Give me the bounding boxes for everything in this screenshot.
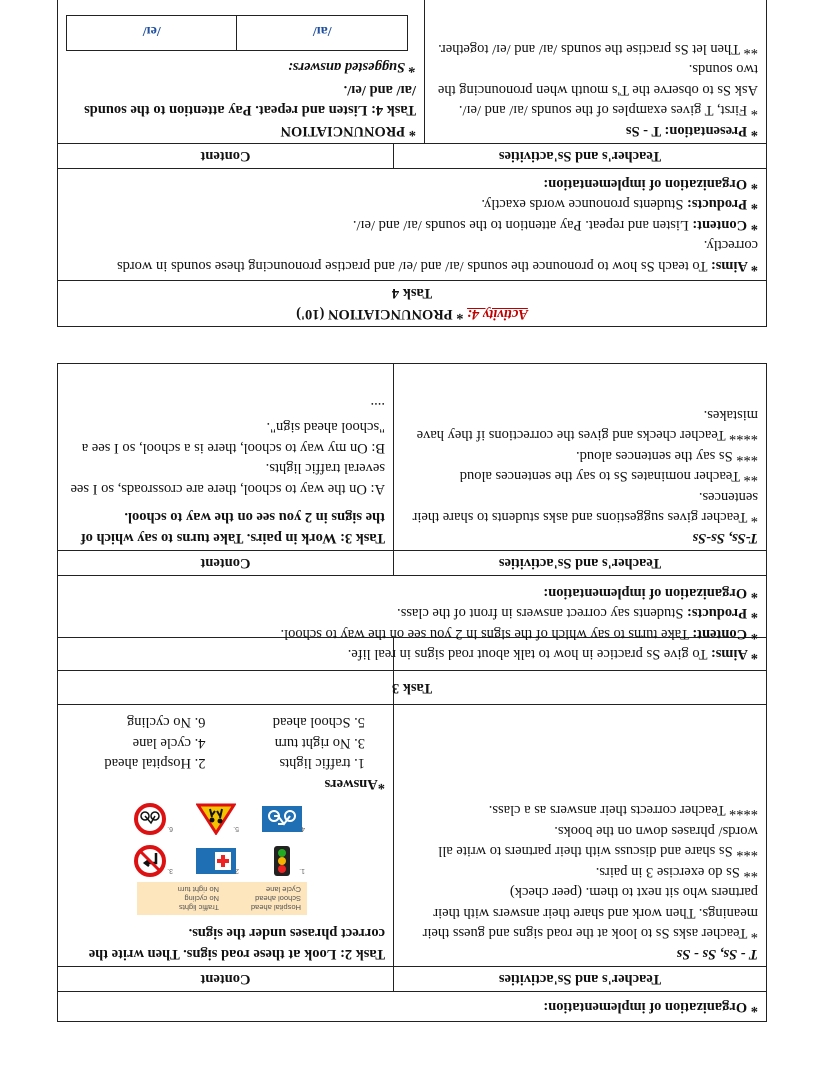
traffic-lights-sign-icon (259, 844, 305, 878)
step-4: **** Teacher corrects their answers as a class. (488, 802, 758, 819)
no-right-turn-sign-icon (127, 844, 173, 878)
activity-heading (58, 281, 766, 326)
answer-item: 2. Hospital ahead (104, 755, 206, 772)
interaction-mode: T-Ss, Ss-Ss (692, 530, 758, 546)
step-2: ** Teacher nominates Ss to say the sentences aloud (459, 468, 758, 485)
content-text: Listen and repeat. Pay attention to the sounds /aɪ/ and /eɪ/. (352, 217, 693, 233)
org-label: * Organization of implementation: (543, 176, 758, 192)
org-label: * Organization of implementation: (543, 999, 758, 1015)
sign-number: 4. (299, 825, 305, 832)
pronunciation-label: * PRONUNCIATION (280, 123, 416, 139)
answers-list (66, 712, 365, 774)
example-line: B: On my way to school, there is a school, so I see a "school ahead sign". (81, 419, 385, 456)
products-text: Students pronounce words exactly. (481, 196, 687, 213)
task2-instruction: Task 2: Look at these road signs. Then write the correct phrases under the signs. (88, 925, 385, 962)
step-1: * Teacher gives suggestions and asks students to share their sentences. (412, 489, 758, 526)
content-key: * Content: (692, 626, 758, 642)
products-text: Students say correct answers in front of the class. (397, 605, 687, 622)
col-header-activities: Teacher's and Ss'activities (393, 144, 766, 169)
strip-phrase: Traffic lights (178, 903, 219, 912)
example-line: .... (370, 399, 385, 415)
products-key: * Products: (686, 196, 758, 213)
answer-item: 4. cycle lane (132, 735, 206, 751)
school-ahead-sign-icon (193, 802, 239, 836)
step-1: * Teacher asks Ss to look at the road signs and guess their meanings. Then work and share their answers with their partners who sit next to them. (peer check) (422, 884, 758, 942)
content-cell (58, 364, 393, 550)
answer-item: 1. traffic lights (279, 755, 365, 772)
strip-phrase: School ahead (255, 894, 301, 903)
cycle-lane-sign-icon (259, 802, 305, 836)
strip-phrase: No right turn (177, 885, 219, 894)
task4-objectives (58, 170, 766, 281)
task4-table (57, 0, 767, 327)
hospital-ahead-sign-icon (193, 844, 239, 878)
suggested-answers-label: * Suggested answers: (287, 59, 416, 76)
col-header-activities: Teacher's and Ss'activities (393, 967, 766, 992)
activities-cell (424, 0, 766, 143)
sign-number: 1. (299, 867, 305, 874)
task3-title: Task 3 (391, 680, 433, 696)
aims-text: To teach Ss how to pronounce the sounds /aɪ/ and /eɪ/ and practise pronouncing these sounds in words correctly. (116, 237, 758, 274)
content-key: * Content: (692, 217, 758, 233)
task3-objectives (58, 577, 766, 671)
step-1: * First, T gives examples of the sounds /aɪ/ and /eɪ/. Ask Ss to observe the T's mouth when pronouncing the two sounds. (437, 61, 758, 119)
aims-text: To give Ss practice in how to talk about road signs in real life. (347, 646, 711, 663)
step-2: ** Then let Ss practise the sounds /aɪ/ and /eɪ/ together. (438, 41, 758, 57)
col-header-content: Content (200, 971, 251, 988)
task4-instruction: Task 4: Listen and repeat. Pay attention to the sounds /aɪ/ and /eɪ/. (84, 82, 416, 119)
content-cell (58, 0, 424, 143)
activity-label: Activity 4: (467, 306, 528, 322)
answer-item: 5. School ahead (272, 714, 365, 731)
task4-title: Task 4 (391, 285, 433, 302)
sound-ai: /aɪ/ (237, 16, 408, 50)
phrase-strip (137, 882, 307, 915)
products-key: * Products: (686, 605, 758, 622)
sign-number: 6. (167, 825, 173, 832)
activities-cell (393, 364, 766, 550)
sign-number: 2. (233, 867, 239, 874)
activity-title: * PRONUNCIATION (10') (296, 306, 468, 322)
step-3: *** Ss say the sentences aloud. (575, 448, 758, 464)
step-4: **** Teacher checks and gives the corrections if they have mistakes. (416, 407, 758, 444)
road-signs-grid (66, 802, 305, 878)
strip-phrase: Hospital ahead (250, 903, 301, 912)
col-header-content: Content (200, 148, 251, 165)
org-label: * Organization of implementation: (543, 585, 758, 601)
sign-number: 5. (233, 825, 239, 832)
interaction-mode: T - Ss, Ss - Ss (676, 946, 758, 962)
step-3: *** Ss share and discuss with their partners to write all words/ phrases down on the books. (438, 823, 758, 860)
no-cycling-sign-icon (127, 802, 173, 836)
aims-key: * Aims: (710, 258, 758, 274)
task3-instruction: Task 3: Work in pairs. Take turns to say which of the signs in 2 you see on the way to school. (80, 509, 385, 546)
answers-label: *Answers (324, 776, 385, 792)
sounds-table (66, 15, 408, 51)
strip-phrase: Cycle lane (265, 885, 301, 894)
answer-item: 6. No cycling (126, 714, 206, 731)
example-line: A: On the way to school, there are crossroads, so I see several traffic lights. (70, 460, 385, 497)
presentation-label: * Presentation: T - Ss (625, 123, 758, 139)
aims-key: * Aims: (710, 646, 758, 663)
answer-item: 3. No right turn (274, 735, 365, 751)
col-header-activities: Teacher's and Ss'activities (393, 551, 766, 576)
task3-table (57, 363, 767, 705)
sound-ei: /eɪ/ (142, 23, 161, 39)
col-header-content: Content (200, 555, 251, 572)
content-text: Take turns to say which of the signs in 2 you see on the way to school. (280, 626, 693, 642)
strip-phrase: No cycling (184, 894, 219, 903)
step-2: ** Ss do exercise 3 in pairs. (595, 864, 758, 880)
sign-number: 3. (167, 867, 173, 874)
